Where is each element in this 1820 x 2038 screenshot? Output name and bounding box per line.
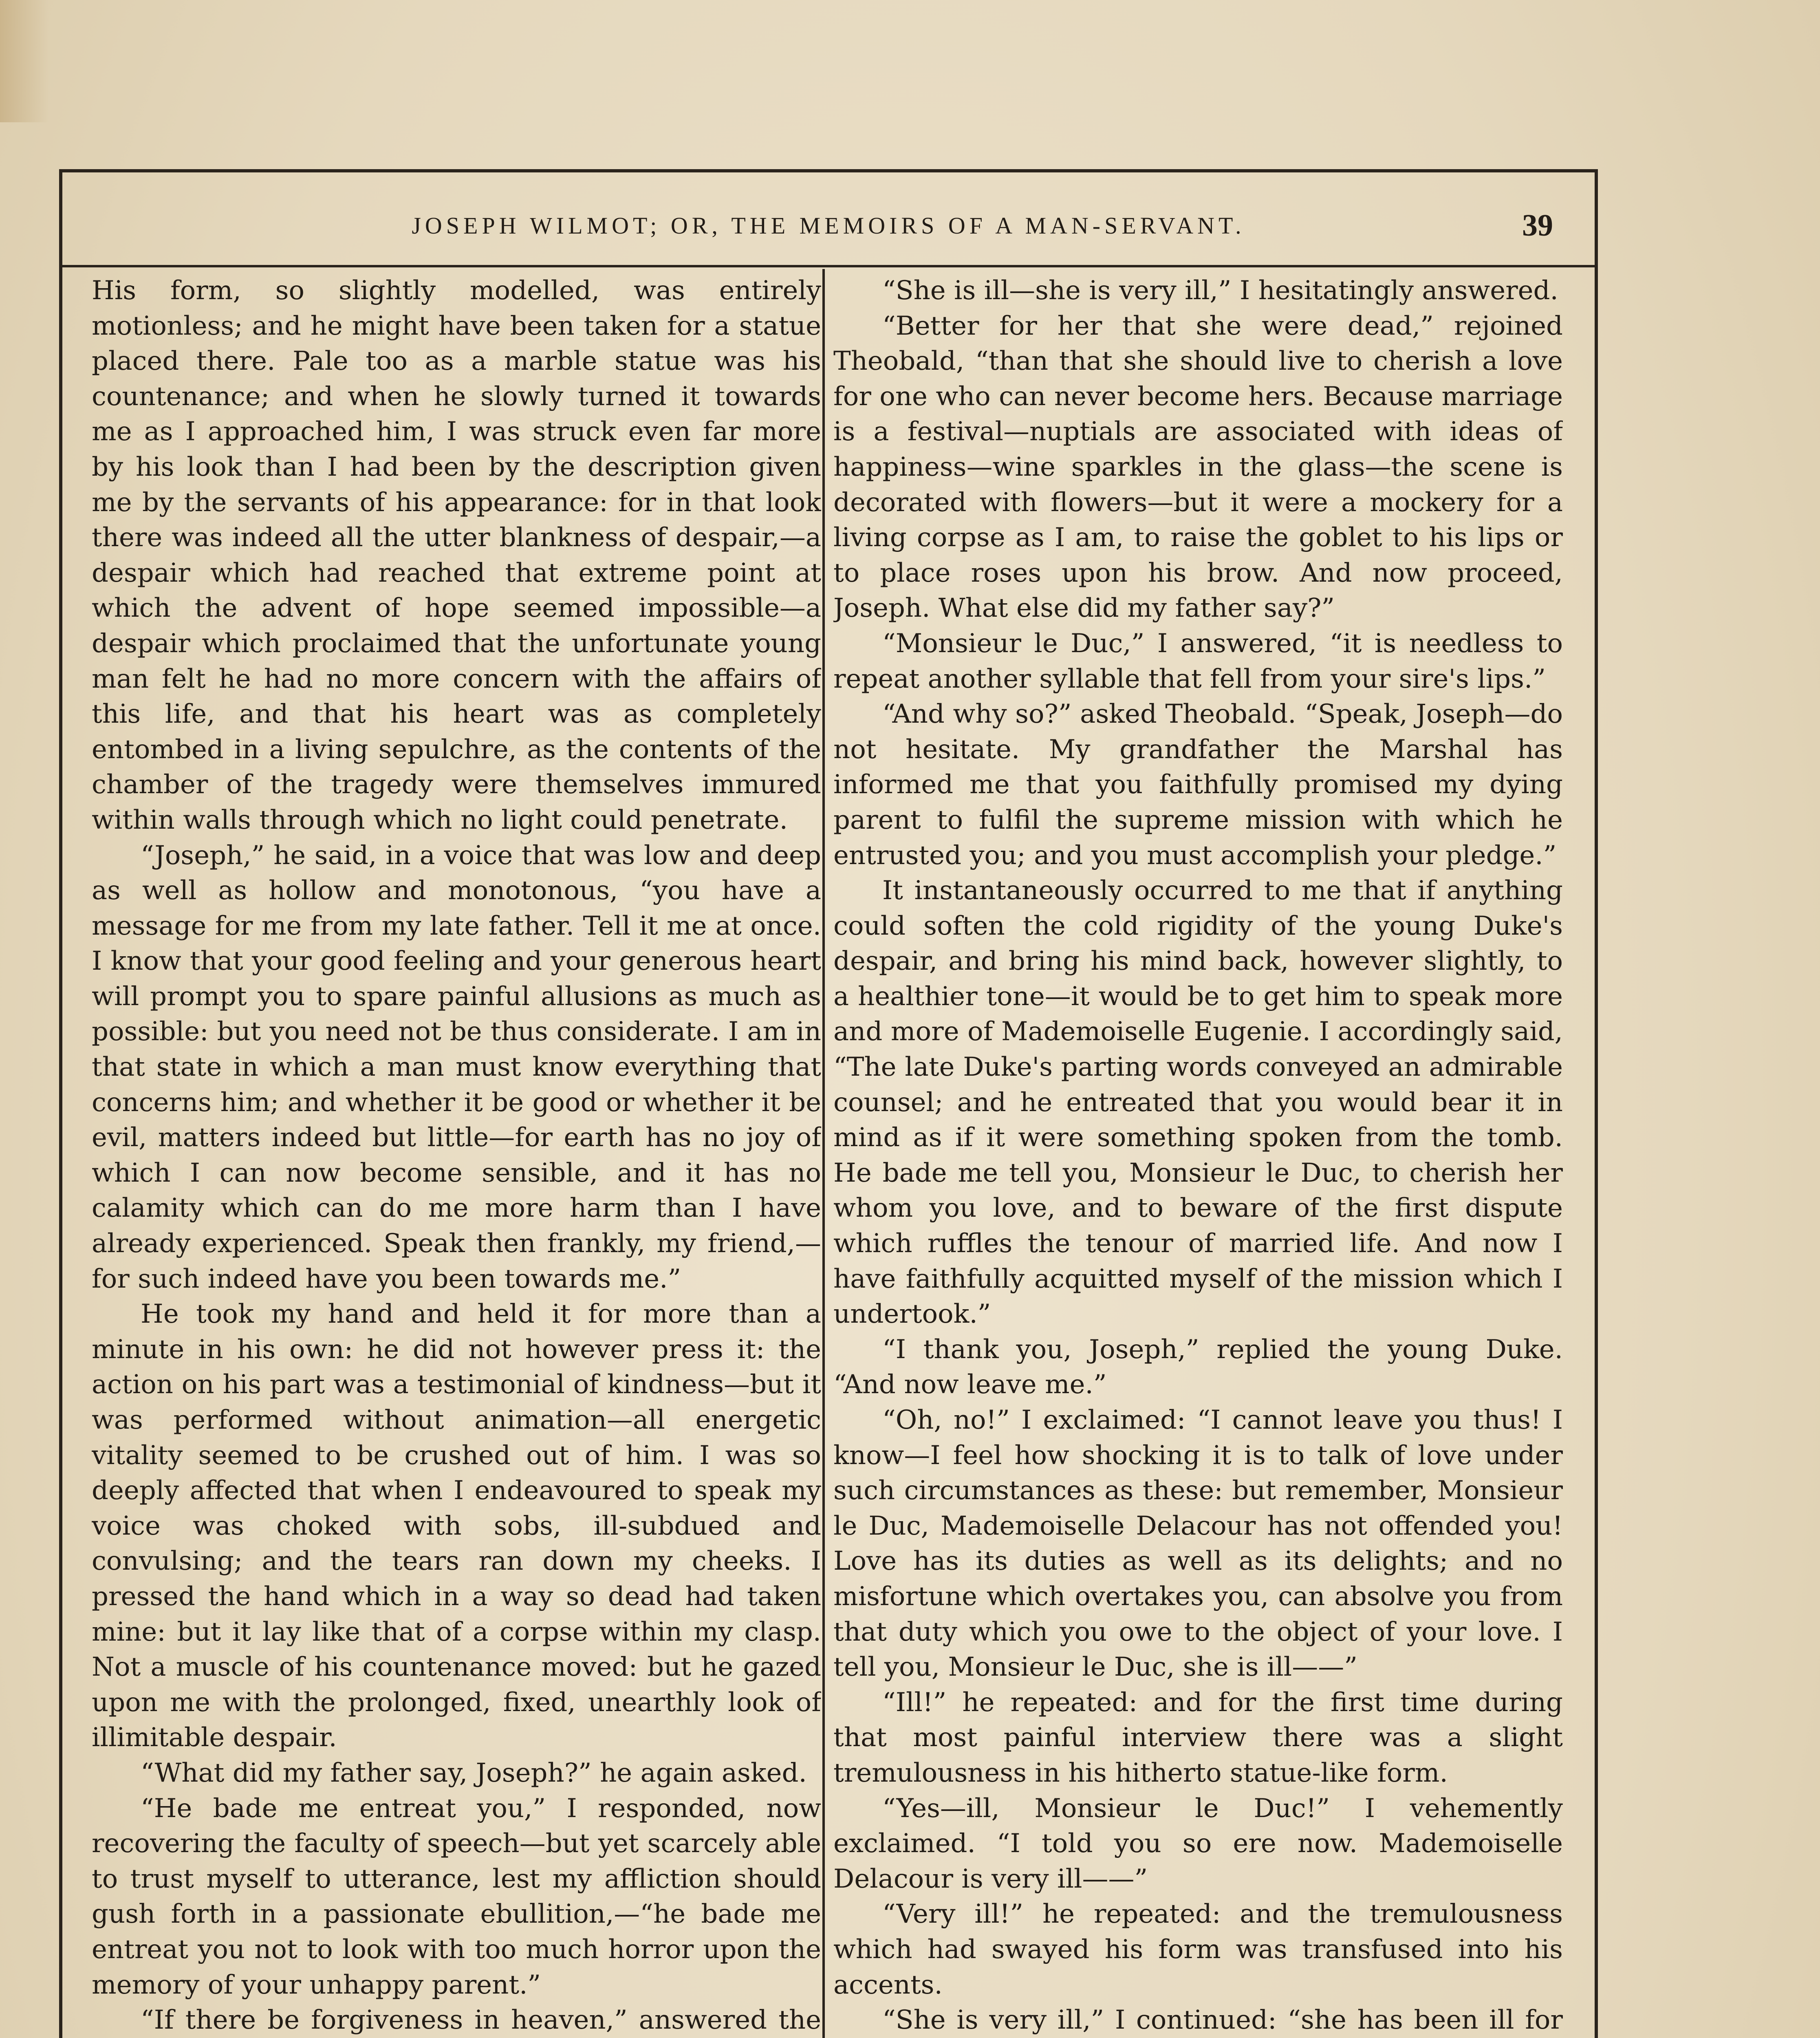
paragraph: It instantaneously occurred to me that if anything could soften the cold rigidity of the young Duke's despair, and bring his mind back, however slightly, to a healthier tone—it would be to get him to speak more and more of Mademoiselle Eugenie. I accordingly said, “The late Duke's parting words conveyed an admirable counsel; and he entreated that you would bear it in mind as if it were something spoken from the tomb. He bade me tell you, Monsieur le Duc, to cherish her whom you love, and to beware of the first dispute which ruffles the tenour of married life. And now I have faithfully acquitted myself of the mission which I undertook.” bbox=[833, 876, 1563, 1330]
paragraph: “Oh, no!” I exclaimed: “I cannot leave you thus! I know—I feel how shocking it is to talk of love under such circumstances as these: but remember, Monsieur le Duc, Mademoiselle Delacour has not offended you! Love has its duties as well as its delights; and no misfortune which overtakes you, can absolve you from that duty which you owe to the object of your love. I tell you, Monsieur le Duc, she is ill——” bbox=[833, 1405, 1563, 1683]
paragraph: “He bade me entreat you,” I responded, now recovering the faculty of speech—but yet scarcely able to trust myself to utterance, lest my affliction should gush forth in a passionate ebullition,—“he bade me entreat you not to look with too much horror upon the memory of your unhappy parent.” bbox=[92, 1793, 821, 2000]
paragraph: “Ill!” he repeated: and for the first time during that most painful interview there was a slight tremulousness in his hitherto statue-like form. bbox=[833, 1687, 1563, 1788]
paragraph: “Yes—ill, Monsieur le Duc!” I vehemently exclaimed. “I told you so ere now. Mademoiselle Delacour is very ill——” bbox=[833, 1793, 1563, 1894]
page-header bbox=[59, 192, 1598, 261]
paragraph: “She is very ill,” I continued: “she has been ill for bbox=[882, 2005, 1563, 2036]
paragraph: “Very ill!” he repeated: and the tremulousness which had swayed his form was transfused into his accents. bbox=[833, 1899, 1563, 2000]
paragraph: “She is ill—she is very ill,” I hesitatingly answered. bbox=[882, 276, 1558, 306]
paragraph: “Better for her that she were dead,” rejoined Theobald, “than that she should live to cherish a love for one who can never become hers. Because marriage is a festival—nuptials are associated with ideas of happiness—wine sparkles in the glass—the scene is decorated with flowers—but it were a mockery for a living corpse as I am, to raise the goblet to his lips or to place roses upon his brow. And now proceed, Joseph. What else did my father say?” bbox=[833, 311, 1563, 624]
paragraph: His form, so slightly modelled, was entirely motionless; and he might have been taken for a statue placed there. Pale too as a marble statue was his countenance; and when he slowly turned it towards me as I approached him, I was struck even far more by his look than I had been by the description given me by the servants of his appearance: for in that look there was indeed all the utter blankness of despair,—a despair which had reached that extreme point at which the advent of hope seemed impossible—a despair which proclaimed that the unfortunate young man felt he had no more concern with the affairs of this life, and that his heart was as completely entombed in a living sepulchre, as the contents of the chamber of the tragedy were themselves immured within walls through which no light could penetrate. bbox=[92, 276, 821, 835]
paper-stain bbox=[0, 0, 49, 122]
paragraph: “And why so?” asked Theobald. “Speak, Joseph—do not hesitate. My grandfather the Marshal has informed me that you faithfully promised my dying parent to fulfil the supreme mission with which he entrusted you; and you must accomplish your pledge.” bbox=[833, 699, 1563, 871]
paragraph: “I thank you, Joseph,” replied the young Duke. “And now leave me.” bbox=[833, 1334, 1563, 1400]
header-rule bbox=[59, 265, 1598, 267]
paragraph: “What did my father say, Joseph?” he again asked. bbox=[141, 1758, 807, 1788]
right-column bbox=[833, 273, 1563, 2038]
page-number: 39 bbox=[1522, 208, 1553, 243]
running-title: JOSEPH WILMOT; OR, THE MEMOIRS OF A MAN-SERVANT. bbox=[412, 212, 1245, 239]
left-column bbox=[92, 273, 821, 2038]
paragraph: “If there be forgiveness in heaven,” answered the bbox=[141, 2005, 821, 2036]
paragraph: “Joseph,” he said, in a voice that was low and deep as well as hollow and monotonous, “you have a message for me from my late father. Tell it me at once. I know that your good feeling and your generous heart will prompt you to spare painful allusions as much as possible: but you need not be thus considerate. I am in that state in which a man must know everything that concerns him; and whether it be good or whether it be evil, matters indeed but little—for earth has no joy of which I can now become sensible, and it has no calamity which can do me more harm than I have already experienced. Speak then frankly, my friend,—for such indeed have you been towards me.” bbox=[92, 840, 821, 1294]
paragraph: “Monsieur le Duc,” I answered, “it is needless to repeat another syllable that fell from your sire's lips.” bbox=[833, 628, 1563, 694]
column-divider bbox=[822, 269, 825, 2038]
paragraph: He took my hand and held it for more than a minute in his own: he did not however press it: the action on his part was a testimonial of kindness—but it was performed without animation—all energetic vitality seemed to be crushed out of him. I was so deeply affected that when I endeavoured to speak my voice was choked with sobs, ill-subdued and convulsing; and the tears ran down my cheeks. I pressed the hand which in a way so dead had taken mine: but it lay like that of a corpse within my clasp. Not a muscle of his countenance moved: but he gazed upon me with the prolonged, fixed, unearthly look of illimitable despair. bbox=[92, 1299, 821, 1753]
